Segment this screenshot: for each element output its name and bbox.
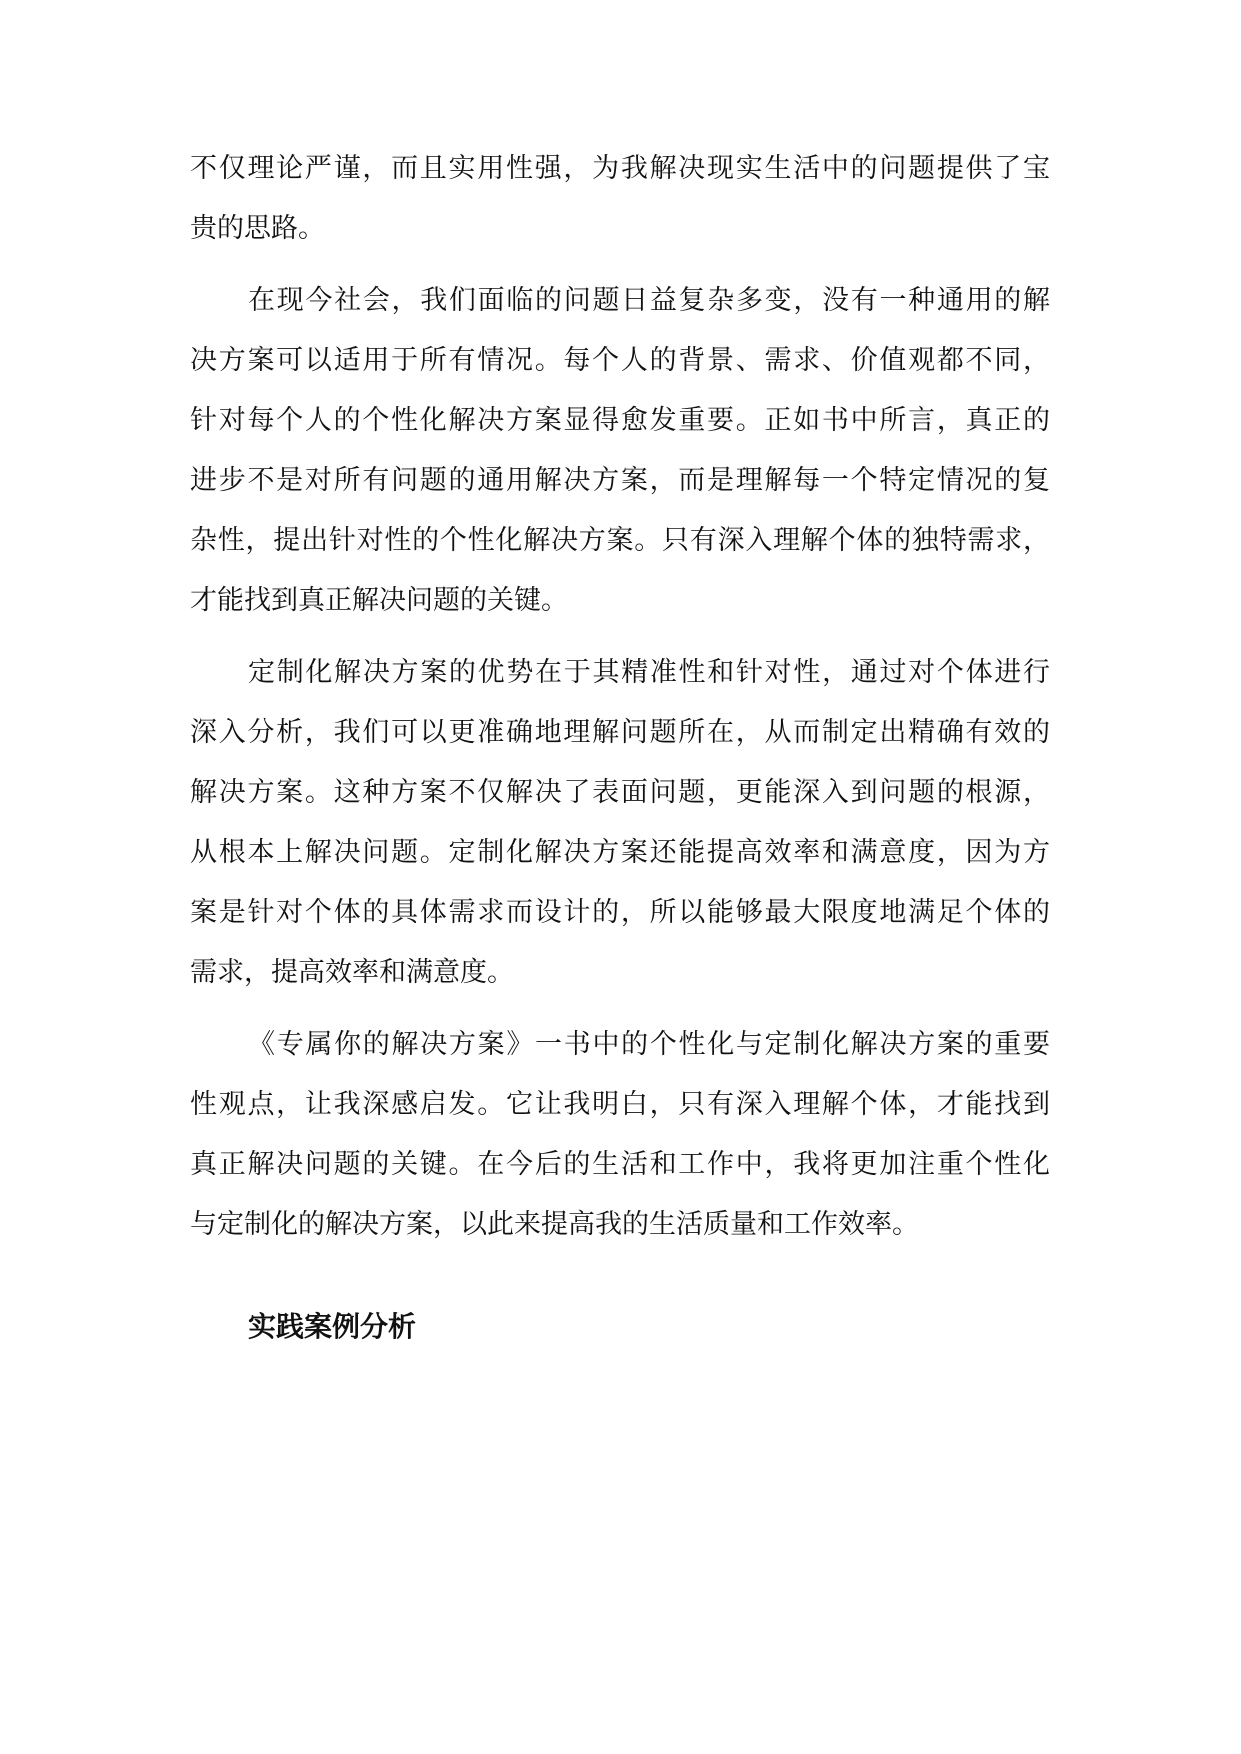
paragraph-line: 与定制化的解决方案，以此来提高我的生活质量和工作效率。 [190, 1209, 919, 1240]
paragraph-line: 贵的思路。 [190, 213, 325, 244]
section-heading: 实践案例分析 [248, 1310, 417, 1343]
paragraph-4 [190, 1015, 1050, 1255]
paragraph-line: 解决方案。这种方案不仅解决了表面问题，更能深入到问题的根源， [190, 777, 1050, 808]
paragraph-line: 定制化解决方案的优势在于其精准性和针对性，通过对个体进行 [248, 657, 1050, 688]
paragraph-line: 性观点，让我深感启发。它让我明白，只有深入理解个体，才能找到 [190, 1089, 1050, 1120]
paragraph-line: 案是针对个体的具体需求而设计的，所以能够最大限度地满足个体的 [190, 897, 1050, 928]
paragraph-line: 需求，提高效率和满意度。 [190, 957, 514, 988]
paragraph-line: 进步不是对所有问题的通用解决方案，而是理解每一个特定情况的复 [190, 465, 1050, 496]
paragraph-line: 不仅理论严谨，而且实用性强，为我解决现实生活中的问题提供了宝 [190, 153, 1050, 184]
paragraph-line: 真正解决问题的关键。在今后的生活和工作中，我将更加注重个性化 [190, 1149, 1050, 1180]
paragraph-line: 在现今社会，我们面临的问题日益复杂多变，没有一种通用的解 [248, 285, 1050, 316]
paragraph-line: 才能找到真正解决问题的关键。 [190, 585, 568, 616]
paragraph-line: 从根本上解决问题。定制化解决方案还能提高效率和满意度，因为方 [190, 837, 1050, 868]
paragraph-3 [190, 643, 1050, 1003]
paragraph-1 [190, 139, 1050, 259]
paragraph-line: 深入分析，我们可以更准确地理解问题所在，从而制定出精确有效的 [190, 717, 1050, 748]
document-body [190, 139, 1050, 1357]
paragraph-2 [190, 271, 1050, 631]
paragraph-line: 杂性，提出针对性的个性化解决方案。只有深入理解个体的独特需求， [190, 525, 1050, 556]
paragraph-line: 针对每个人的个性化解决方案显得愈发重要。正如书中所言，真正的 [190, 405, 1050, 436]
paragraph-line: 决方案可以适用于所有情况。每个人的背景、需求、价值观都不同， [190, 345, 1050, 376]
paragraph-line: 《专属你的解决方案》一书中的个性化与定制化解决方案的重要 [248, 1029, 1050, 1060]
